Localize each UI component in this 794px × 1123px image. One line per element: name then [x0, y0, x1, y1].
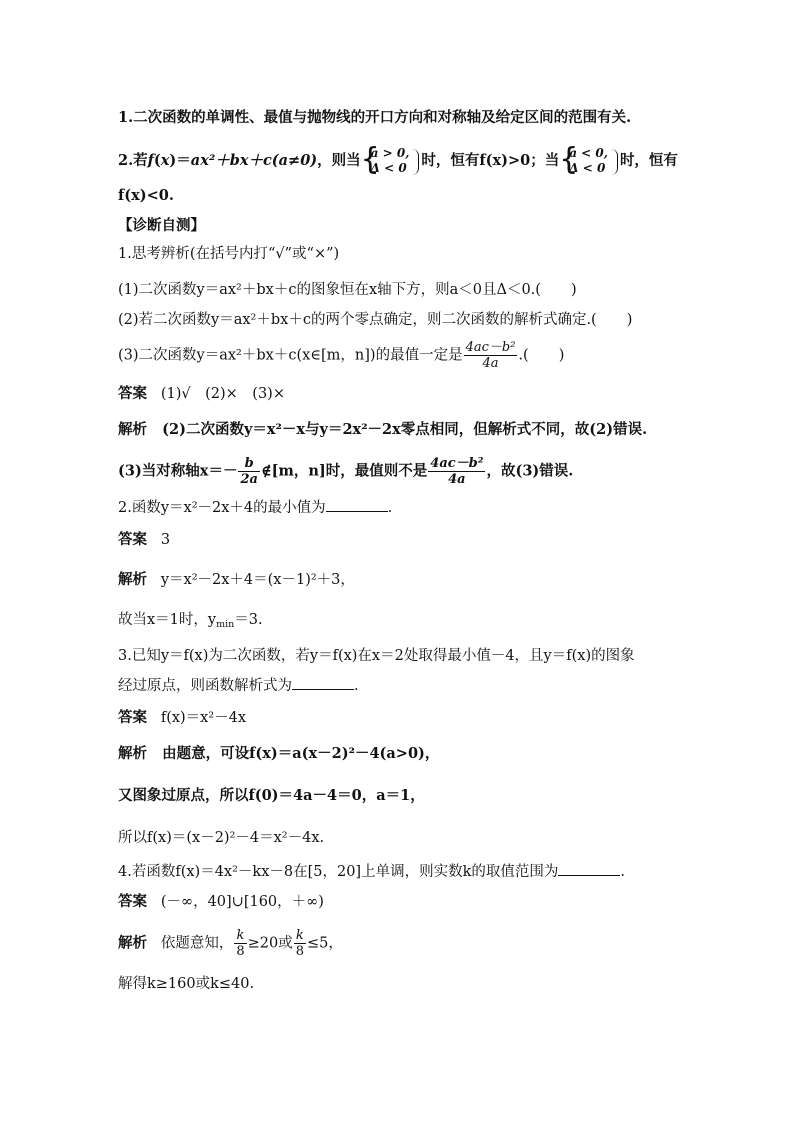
- numerator: k: [234, 928, 246, 944]
- q1-analysis-2: [118, 456, 573, 487]
- q3-answer: [118, 708, 246, 728]
- q3-analysis-3: 所以f(x)＝(x－2)²－4＝x²－4x.: [118, 830, 325, 846]
- text: ): [626, 312, 633, 328]
- q4-answer: [118, 892, 324, 912]
- q1-statement-2: [118, 310, 632, 330]
- brace-icon: {: [559, 142, 579, 177]
- answer-blank: [326, 498, 388, 512]
- analysis-text: 由题意，可设f(x)＝a(x－2)²－4(a>0)，: [162, 745, 440, 762]
- q4-analysis-1: [118, 928, 343, 959]
- numerator: 4ac－b²: [465, 340, 516, 355]
- text: (2)若二次函数y＝ax²＋bx＋c的两个零点确定，则二次函数的解析式确定.(: [118, 312, 597, 328]
- text: ，则当: [317, 152, 361, 169]
- text: 经过原点，则函数解析式为: [118, 678, 292, 694]
- section-title: 【诊断自测】: [118, 217, 205, 234]
- answer-blank: [558, 862, 620, 876]
- fraction: [294, 928, 306, 959]
- text: 时，恒有: [421, 152, 480, 169]
- text: (1)二次函数y＝ax²＋bx＋c的图象恒在x轴下方，则a＜0且Δ＜0.(: [118, 282, 541, 298]
- intro-point-2-cont: f(x)<0.: [118, 187, 174, 204]
- answer-label: 答案: [118, 385, 147, 402]
- analysis-text: y＝x²－2x＋4＝(x－1)²＋3，: [160, 572, 355, 588]
- intro-point-1: 1.二次函数的单调性、最值与抛物线的开口方向和对称轴及给定区间的范围有关.: [118, 109, 632, 126]
- answer-value: (1)√ (2)× (3)×: [160, 386, 285, 402]
- q1-answer: [118, 384, 285, 404]
- q4-title: [118, 862, 625, 882]
- text: ): [570, 282, 577, 298]
- q2-analysis-2: [118, 610, 263, 630]
- q2-analysis-1: [118, 570, 355, 590]
- text: ∉[m，n]时，最值则不是: [260, 462, 428, 480]
- text: (3)二次函数y＝ax²＋bx＋c(x∈[m，n])的最值一定是: [118, 347, 463, 364]
- fraction: [234, 928, 246, 959]
- text: 2.若: [118, 152, 148, 169]
- denominator: 8: [236, 944, 245, 959]
- text: ，故(3)错误.: [486, 462, 574, 480]
- system-row: a < 0,: [569, 146, 608, 160]
- text: 2.函数y＝x²－2x＋4的最小值为: [118, 500, 326, 516]
- fraction: [238, 456, 259, 487]
- answer-value: 3: [160, 532, 171, 548]
- text: x: [160, 152, 170, 169]
- intro-point-2: [118, 142, 678, 177]
- q4-analysis-2: 解得k≥160或k≤40.: [118, 976, 255, 992]
- text: f: [147, 152, 154, 169]
- analysis-text: (2)二次函数y＝x²－x与y＝2x²－2x零点相同，但解析式不同，故(2)错误.: [162, 421, 648, 438]
- text: .: [387, 500, 393, 516]
- brace-icon: {: [360, 142, 380, 177]
- answer-label: 答案: [118, 893, 147, 910]
- condition-system-2: [559, 142, 620, 177]
- answer-label: 答案: [118, 531, 147, 548]
- q3-analysis-1: [118, 744, 439, 764]
- fraction: [428, 456, 485, 487]
- system-row: a > 0,: [370, 146, 410, 160]
- text: ；当: [530, 152, 560, 169]
- analysis-label: 解析: [118, 745, 147, 762]
- q1-title: 1.思考辨析(在括号内打“√”或“×”): [118, 246, 340, 262]
- text: 依题意知，: [160, 935, 234, 952]
- text: f(x)>0: [479, 152, 531, 169]
- text: .: [620, 864, 625, 880]
- answer-label: 答案: [118, 709, 147, 726]
- q3-title-2: [118, 676, 359, 696]
- text: )＝: [169, 152, 191, 169]
- q2-title: [118, 498, 392, 518]
- right-bracket: [412, 149, 419, 175]
- answer-blank: [292, 676, 354, 690]
- text: (: [153, 152, 161, 169]
- analysis-label: 解析: [118, 934, 147, 952]
- numerator: k: [294, 928, 306, 944]
- system-row: Δ < 0: [370, 161, 407, 175]
- numerator: b: [238, 456, 259, 472]
- text: ): [558, 347, 565, 364]
- q1-statement-3: [118, 340, 564, 371]
- q3-title-1: 3.已知y＝f(x)为二次函数，若y＝f(x)在x＝2处取得最小值－4，且y＝f(x)的图象: [118, 648, 635, 664]
- denominator: 4a: [448, 472, 466, 487]
- denominator: 2a: [240, 472, 258, 487]
- text: ≥20或: [247, 935, 293, 952]
- q1-statement-1: [118, 280, 577, 300]
- denominator: 8: [295, 944, 304, 959]
- text: .(: [518, 347, 529, 364]
- text: 时，恒有: [619, 152, 678, 169]
- numerator: 4ac－b²: [430, 456, 484, 471]
- system-row: Δ < 0: [569, 161, 606, 175]
- text: 故当x＝1时，y: [118, 612, 217, 628]
- analysis-label: 解析: [118, 421, 147, 438]
- text: ≤5，: [307, 935, 343, 952]
- analysis-label: 解析: [118, 571, 147, 588]
- text: ax²＋bx＋c(a≠0): [190, 152, 318, 169]
- q1-analysis-1: [118, 420, 647, 440]
- fraction: [464, 340, 518, 371]
- text: (3)当对称轴x＝－: [118, 462, 238, 480]
- q3-analysis-2: 又图象过原点，所以f(0)＝4a－4＝0，a＝1，: [118, 787, 425, 804]
- subscript: min: [216, 619, 235, 630]
- answer-value: (－∞，40]∪[160，＋∞): [160, 894, 324, 910]
- q2-answer: [118, 530, 170, 550]
- text: ＝3.: [234, 612, 263, 628]
- denominator: 4a: [482, 356, 499, 371]
- answer-value: f(x)＝x²－4x: [160, 710, 247, 726]
- right-bracket: [611, 149, 618, 175]
- text: 4.若函数f(x)＝4x²－kx－8在[5，20]上单调，则实数k的取值范围为: [118, 864, 559, 880]
- text: .: [354, 678, 359, 694]
- condition-system-1: [360, 142, 422, 177]
